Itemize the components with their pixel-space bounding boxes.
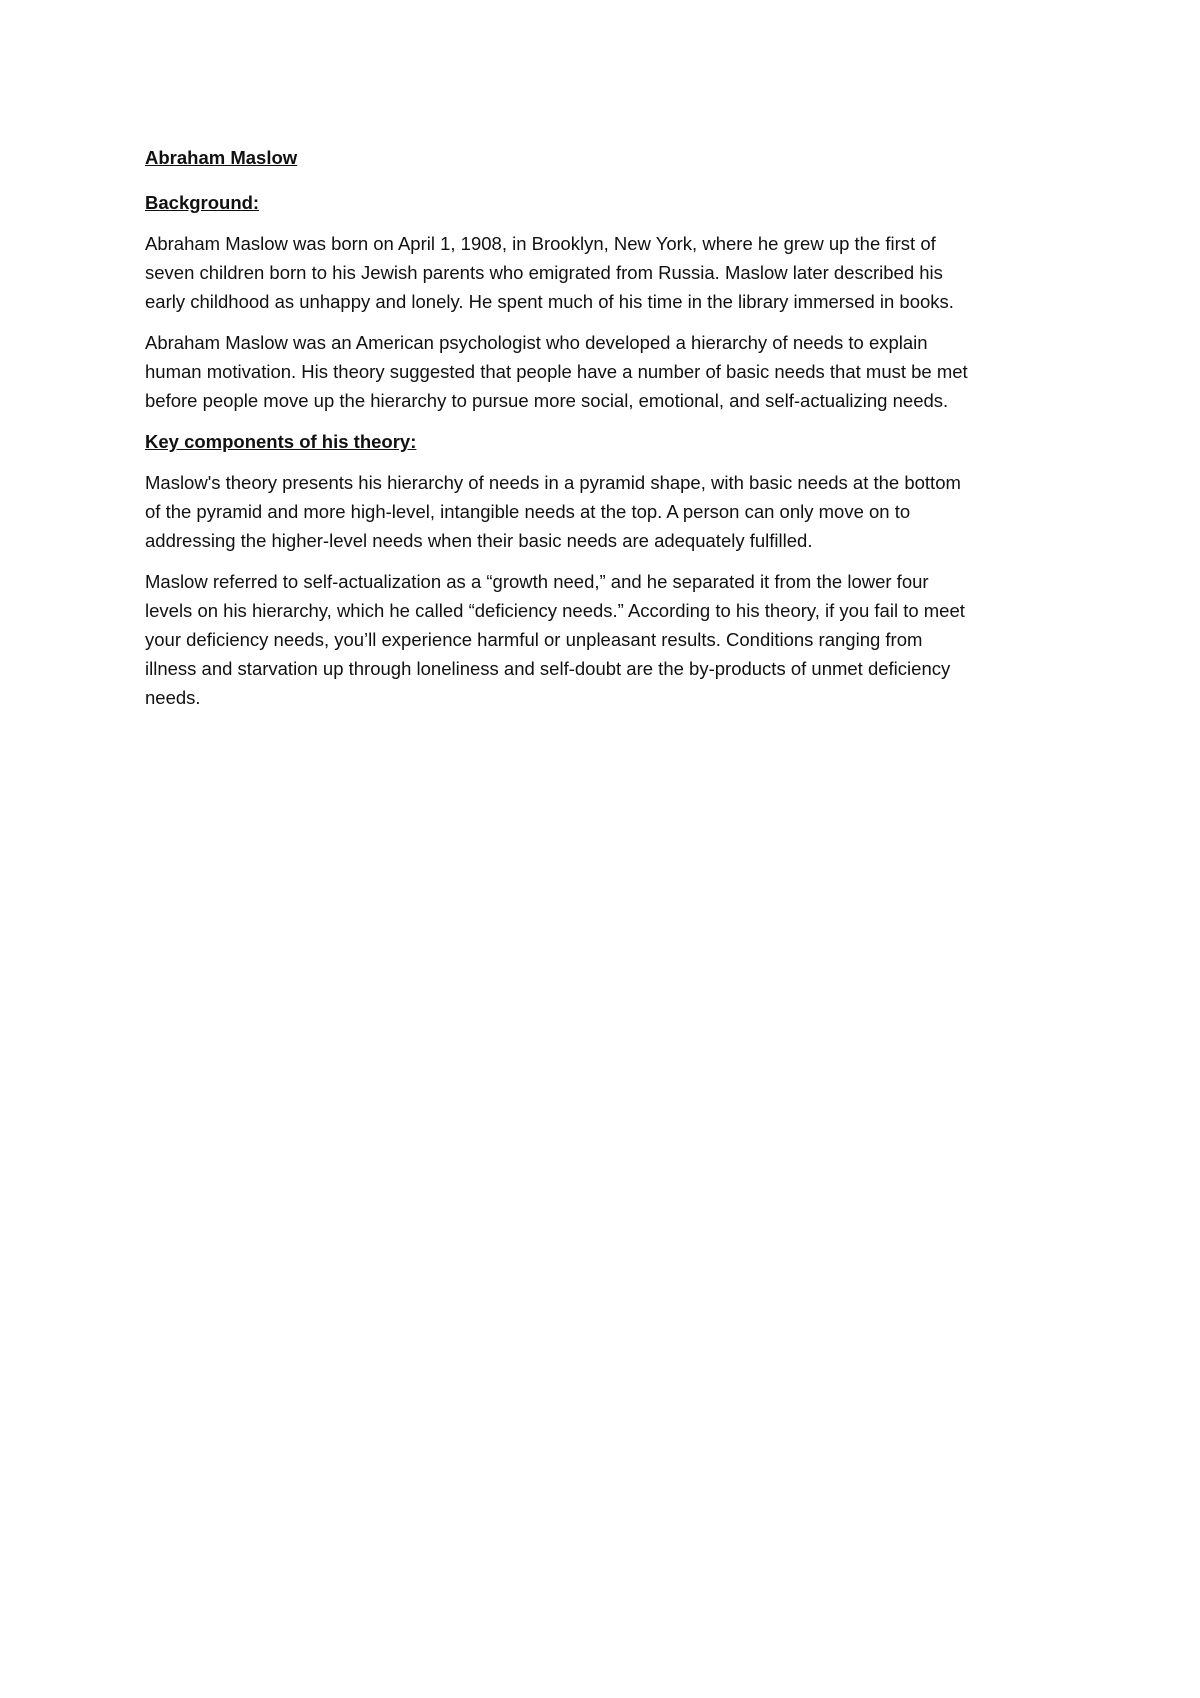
paragraph-line: needs. (145, 687, 201, 708)
section-heading-key-components: Key components of his theory: (145, 431, 417, 452)
paragraph-line: levels on his hierarchy, which he called “deficiency needs.” According to his theory, if you fail to meet (145, 600, 965, 621)
paragraph-line: early childhood as unhappy and lonely. He spent much of his time in the library immersed in books. (145, 291, 954, 312)
paragraph-line: human motivation. His theory suggested that people have a number of basic needs that must be met (145, 361, 968, 382)
paragraph-line: illness and starvation up through loneliness and self-doubt are the by-products of unmet deficiency (145, 658, 951, 679)
paragraph-line: Maslow's theory presents his hierarchy of needs in a pyramid shape, with basic needs at the bottom (145, 472, 961, 493)
paragraph-line: Abraham Maslow was an American psychologist who developed a hierarchy of needs to explain (145, 332, 928, 353)
paragraph-line: Abraham Maslow was born on April 1, 1908, in Brooklyn, New York, where he grew up the first of (145, 233, 936, 254)
paragraph-line: of the pyramid and more high-level, intangible needs at the top. A person can only move on to (145, 501, 911, 522)
paragraph-line: seven children born to his Jewish parents who emigrated from Russia. Maslow later described his (145, 262, 943, 283)
paragraph-key-components-1 (145, 468, 1065, 555)
section-heading-background: Background: (145, 192, 260, 213)
document-content (145, 143, 1065, 724)
document-title: Abraham Maslow (145, 147, 298, 168)
paragraph-line: before people move up the hierarchy to pursue more social, emotional, and self-actualizing needs. (145, 390, 949, 411)
paragraph-background-1 (145, 229, 1065, 316)
paragraph-key-components-2 (145, 567, 1065, 712)
paragraph-background-2 (145, 328, 1065, 415)
paragraph-line: your deficiency needs, you’ll experience harmful or unpleasant results. Conditions ranging from (145, 629, 923, 650)
paragraph-line: addressing the higher-level needs when their basic needs are adequately fulfilled. (145, 530, 813, 551)
paragraph-line: Maslow referred to self-actualization as a “growth need,” and he separated it from the lower four (145, 571, 929, 592)
